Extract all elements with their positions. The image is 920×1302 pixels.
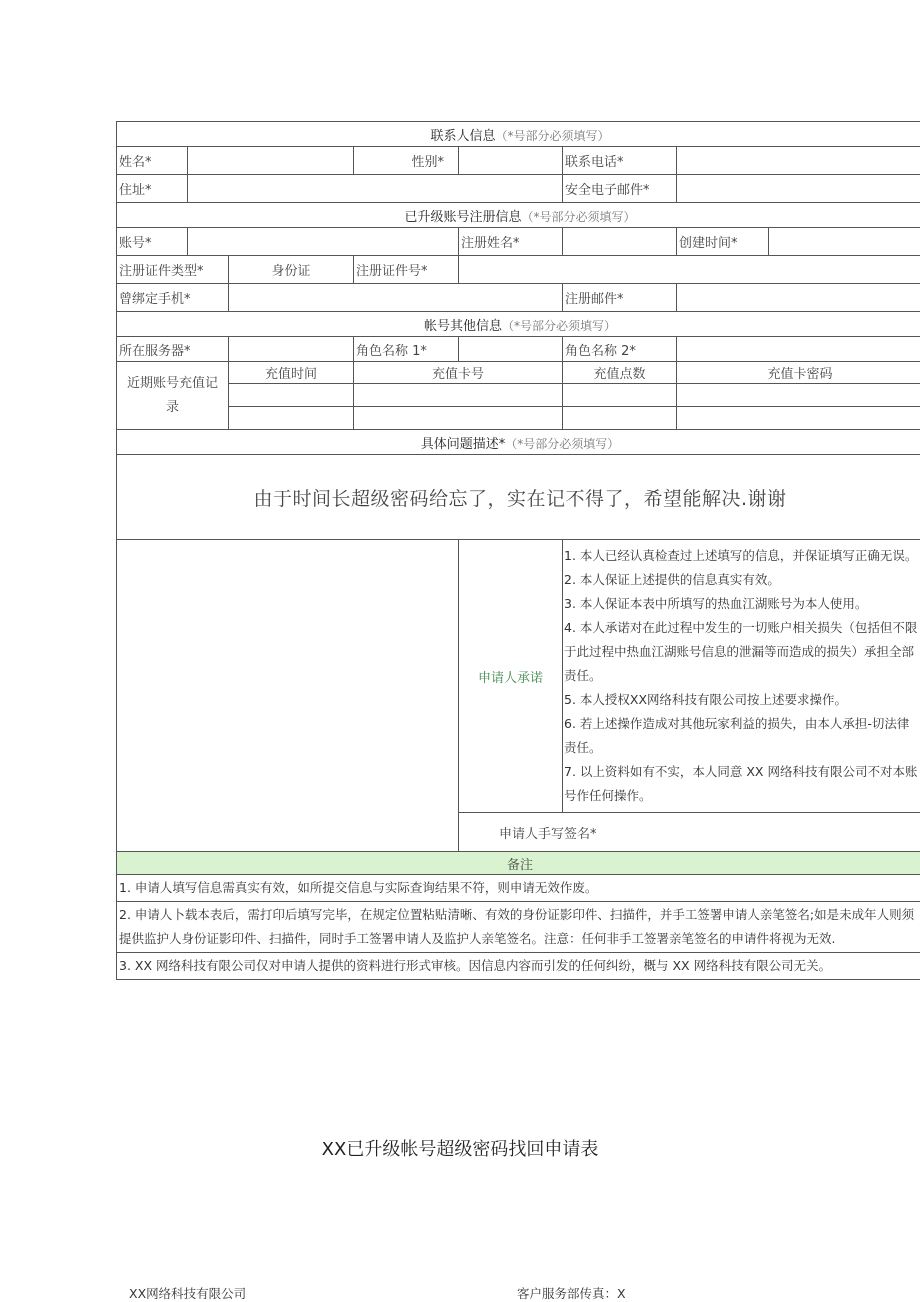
points-cell[interactable] bbox=[563, 407, 677, 430]
signature-field[interactable]: 申请人手写签名* bbox=[459, 813, 920, 852]
created-time-field[interactable] bbox=[769, 228, 920, 256]
reg-email-label: 注册邮件* bbox=[563, 284, 677, 312]
promise-item: 5. 本人授权XX网络科技有限公司按上述要求操作。 bbox=[564, 692, 848, 707]
promise-item: 2. 本人保证上述提供的信息真实有效。 bbox=[564, 572, 780, 587]
promise-label: 申请人承诺 bbox=[459, 540, 563, 813]
application-form-table bbox=[116, 121, 920, 980]
account-header-note: （*号部分必须填写） bbox=[521, 209, 636, 224]
account-no-label: 账号* bbox=[117, 228, 188, 256]
account-section-header bbox=[117, 203, 920, 228]
promise-item: 7. 以上资料如有不实，本人同意 XX 网络科技有限公司不对本账号作任何操作。 bbox=[564, 764, 918, 803]
promise-item: 3. 本人保证本表中所填写的热血江湖账号为本人使用。 bbox=[564, 596, 868, 611]
other-header-note: （*号部分必须填写） bbox=[502, 318, 617, 333]
reg-name-field[interactable] bbox=[563, 228, 677, 256]
col-recharge-time: 充值时间 bbox=[229, 362, 354, 384]
address-field[interactable] bbox=[188, 175, 563, 203]
problem-header-note: （*号部分必须填写） bbox=[505, 436, 620, 451]
role2-field[interactable] bbox=[677, 337, 920, 362]
other-row-1 bbox=[117, 337, 920, 362]
id-type-value: 身份证 bbox=[229, 256, 354, 284]
address-label: 住址* bbox=[117, 175, 188, 203]
problem-header: 具体问题描述* bbox=[420, 436, 506, 452]
id-number-field[interactable] bbox=[459, 256, 920, 284]
recharge-record-label: 近期账号充值记录 bbox=[117, 362, 229, 430]
other-header: 帐号其他信息 bbox=[424, 318, 503, 334]
reg-name-label: 注册姓名* bbox=[459, 228, 563, 256]
created-time-label: 创建时间* bbox=[677, 228, 769, 256]
phone-label: 联系电话* bbox=[563, 147, 677, 175]
id-type-label: 注册证件类型* bbox=[117, 256, 229, 284]
card-password-cell[interactable] bbox=[677, 407, 920, 430]
notes-header: 备注 bbox=[117, 852, 920, 875]
notes-header-row bbox=[117, 852, 920, 875]
id-number-label: 注册证件号* bbox=[354, 256, 459, 284]
contact-section-header bbox=[117, 122, 920, 147]
note-item: 1. 申请人填写信息需真实有效，如所提交信息与实际查询结果不符，则申请无效作废。 bbox=[117, 875, 920, 902]
contact-header-note: （*号部分必须填写） bbox=[495, 128, 610, 143]
footer-fax: 客户服务部传真：X bbox=[517, 1286, 626, 1301]
card-number-cell[interactable] bbox=[354, 384, 563, 407]
recharge-row bbox=[117, 407, 920, 430]
id-card-paste-area[interactable] bbox=[117, 540, 459, 852]
gender-label: 性别* bbox=[354, 147, 459, 175]
recharge-row bbox=[117, 384, 920, 407]
server-field[interactable] bbox=[229, 337, 354, 362]
card-password-cell[interactable] bbox=[677, 384, 920, 407]
document-title: XX已升级帐号超级密码找回申请表 bbox=[321, 1139, 599, 1160]
name-field[interactable] bbox=[188, 147, 354, 175]
promise-item: 1. 本人已经认真检查过上述填写的信息，并保证填写正确无误。 bbox=[564, 548, 918, 563]
account-no-field[interactable] bbox=[188, 228, 459, 256]
account-row-1 bbox=[117, 228, 920, 256]
recharge-time-cell[interactable] bbox=[229, 384, 354, 407]
account-row-3 bbox=[117, 284, 920, 312]
promise-list bbox=[563, 540, 920, 813]
role1-field[interactable] bbox=[459, 337, 563, 362]
card-number-cell[interactable] bbox=[354, 407, 563, 430]
contact-row-1 bbox=[117, 147, 920, 175]
points-cell[interactable] bbox=[563, 384, 677, 407]
note-row bbox=[117, 953, 920, 980]
reg-email-field[interactable] bbox=[677, 284, 920, 312]
problem-row bbox=[117, 455, 920, 540]
phone-field[interactable] bbox=[677, 147, 920, 175]
account-row-2 bbox=[117, 256, 920, 284]
server-label: 所在服务器* bbox=[117, 337, 229, 362]
promise-item: 4. 本人承诺对在此过程中发生的一切账户相关损失（包括但不限于此过程中热血江湖账号信息的泄漏等而造成的损失）承担全部责任。 bbox=[564, 620, 918, 683]
safe-email-field[interactable] bbox=[677, 175, 920, 203]
col-points: 充值点数 bbox=[563, 362, 677, 384]
promise-row bbox=[117, 540, 920, 813]
role2-label: 角色名称 2* bbox=[563, 337, 677, 362]
col-card-password: 充值卡密码 bbox=[677, 362, 920, 384]
recharge-time-cell[interactable] bbox=[229, 407, 354, 430]
bound-phone-label: 曾绑定手机* bbox=[117, 284, 229, 312]
other-section-header bbox=[117, 312, 920, 337]
contact-header: 联系人信息 bbox=[430, 128, 496, 144]
name-label: 姓名* bbox=[117, 147, 188, 175]
contact-row-2 bbox=[117, 175, 920, 203]
account-header: 已升级账号注册信息 bbox=[404, 209, 522, 225]
footer-company: XX网络科技有限公司 bbox=[129, 1286, 247, 1301]
promise-item: 6. 若上述操作造成对其他玩家利益的损失，由本人承担-切法律责任。 bbox=[564, 716, 910, 755]
note-item: 3. XX 网络科技有限公司仅对申请人提供的资料进行形式审核。因信息内容而引发的任何纠纷，概与 XX 网络科技有限公司无关。 bbox=[117, 953, 920, 980]
col-card-number: 充值卡号 bbox=[354, 362, 563, 384]
note-row bbox=[117, 875, 920, 902]
safe-email-label: 安全电子邮件* bbox=[563, 175, 677, 203]
bound-phone-field[interactable] bbox=[229, 284, 563, 312]
problem-text[interactable]: 由于时间长超级密码给忘了，实在记不得了，希望能解决.谢谢 bbox=[117, 455, 920, 540]
note-item: 2. 申请人卜载本表后，需打印后填写完毕，在规定位置粘贴清晰、有效的身份证影印件、扫描件，并手工签署申请人亲笔签名;如是未成年人则须提供监护人身份证影印件、扫描件，同时手工签署申请人及监护人亲笔签名。注意：任何非手工签署亲笔签名的申请件将视为无效. bbox=[117, 902, 920, 953]
role1-label: 角色名称 1* bbox=[354, 337, 459, 362]
problem-section-header bbox=[117, 430, 920, 455]
gender-field[interactable] bbox=[459, 147, 563, 175]
note-row bbox=[117, 902, 920, 953]
recharge-header-row bbox=[117, 362, 920, 384]
